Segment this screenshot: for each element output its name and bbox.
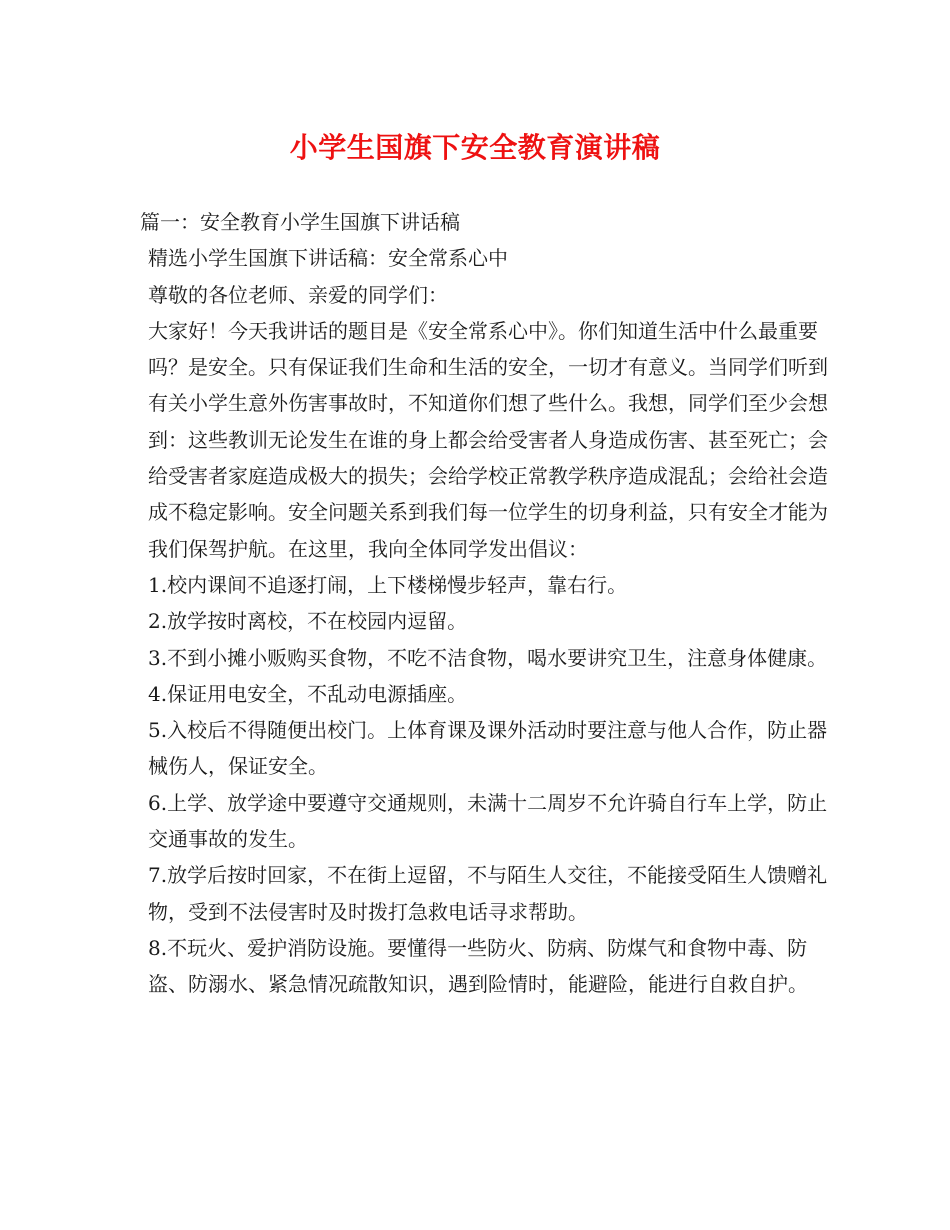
speech-intro-paragraph: 大家好！今天我讲话的题目是《安全常系心中》。你们知道生活中什么最重要吗？是安全。只有保证我们生命和生活的安全，一切才有意义。当同学们听到有关小学生意外伤害事故时，不知道你们想了些什么。我想，同学们至少会想到：这些教训无论发生在谁的身上都会给受害者人身造成伤害、甚至死亡；会给受害者家庭造成极大的损失；会给学校正常教学秩序造成混乱；会给社会造成不稳定影响。安全问题关系到我们每一位学生的切身利益，只有安全才能为我们保驾护航。在这里，我向全体同学发出倡议： [148, 318, 828, 561]
proposal-item-8: 8.不玩火、爱护消防设施。要懂得一些防火、防病、防煤气和食物中毒、防盗、防溺水、紧急情况疏散知识，遇到险情时，能避险，能进行自救自护。 [148, 935, 808, 997]
proposal-item-5: 5.入校后不得随便出校门。上体育课及课外活动时要注意与他人合作，防止器械伤人，保证安全。 [148, 718, 828, 779]
proposal-item-6: 6.上学、放学途中要遵守交通规则，未满十二周岁不允许骑自行车上学，防止交通事故的发生。 [148, 790, 828, 852]
proposal-item-7: 7.放学后按时回家，不在街上逗留，不与陌生人交往，不能接受陌生人馈赠礼物，受到不法侵害时及时拨打急救电话寻求帮助。 [148, 863, 828, 924]
speech-subtitle: 精选小学生国旗下讲话稿：安全常系心中 [148, 246, 508, 271]
proposal-item-3: 3.不到小摊小贩购买食物，不吃不洁食物，喝水要讲究卫生，注意身体健康。 [148, 645, 828, 670]
proposal-item-4: 4.保证用电安全，不乱动电源插座。 [148, 681, 468, 706]
document-title: 小学生国旗下安全教育演讲稿 [289, 131, 661, 164]
proposal-item-1: 1.校内课间不追逐打闹，上下楼梯慢步轻声，靠右行。 [148, 572, 628, 597]
section-heading: 篇一：安全教育小学生国旗下讲话稿 [140, 210, 460, 234]
document-body [140, 204, 830, 1003]
speech-salutation: 尊敬的各位老师、亲爱的同学们： [148, 282, 448, 307]
proposal-item-2: 2.放学按时离校，不在校园内逗留。 [148, 609, 468, 634]
